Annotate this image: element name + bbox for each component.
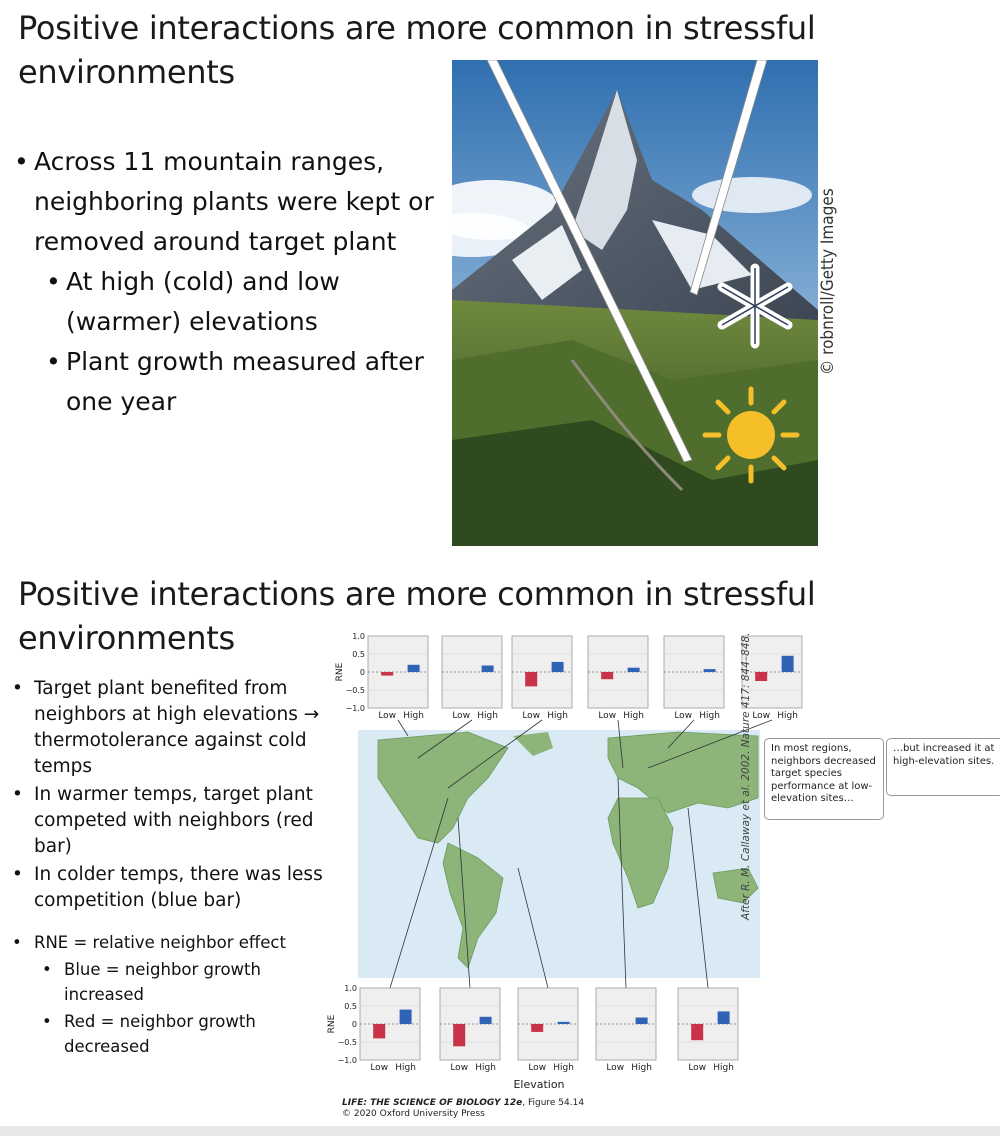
rne-panel	[664, 636, 724, 721]
y-axis-label: RNE	[327, 1014, 337, 1034]
bar-low	[373, 1024, 385, 1038]
callout-high-elevation: …but increased it at high-elevation sites.	[886, 738, 1000, 796]
tick-label-x: High	[403, 711, 424, 721]
slide-2-bullets	[10, 676, 330, 1061]
sun-icon	[705, 389, 797, 481]
tick-label-x: Low	[598, 711, 617, 721]
figure-caption	[342, 1098, 584, 1120]
rne-chart	[318, 628, 1000, 1108]
bar-high	[636, 1018, 648, 1024]
tick-label-y: 1.0	[352, 632, 365, 641]
slide-1-title: Positive interactions are more common in stressful environments	[18, 9, 816, 91]
caption-title: LIFE: THE SCIENCE OF BIOLOGY 12e	[342, 1098, 523, 1108]
tick-label-y: 0.5	[344, 1002, 357, 1011]
caption-figure: , Figure 54.14	[522, 1098, 585, 1108]
tick-label-x: Low	[370, 1063, 389, 1073]
tick-label-x: Low	[674, 711, 693, 721]
bullet: • In colder temps, there was less competition (blue bar)	[12, 864, 323, 911]
tick-label-x: High	[553, 1063, 574, 1073]
rne-panel	[596, 988, 656, 1073]
tick-label-x: High	[699, 711, 720, 721]
tick-label-x: High	[623, 711, 644, 721]
x-axis-label: Elevation	[513, 1078, 565, 1091]
bullet: • In warmer temps, target plant competed with neighbors (red bar)	[12, 784, 314, 857]
bar-low	[453, 1024, 465, 1046]
rne-panel	[588, 636, 648, 721]
rne-panel	[335, 632, 428, 721]
rne-panel	[440, 988, 500, 1073]
tick-label-y: −1.0	[345, 704, 365, 713]
sub-bullet: • At high (cold) and low (warmer) elevations	[46, 267, 340, 336]
rne-panel	[518, 988, 578, 1073]
bullet: • Across 11 mountain ranges, neighboring plants were kept or removed around target plant	[14, 147, 434, 256]
mountain-photo	[452, 60, 818, 546]
bar-high	[628, 668, 640, 672]
tick-label-x: High	[713, 1063, 734, 1073]
tick-label-x: Low	[752, 711, 771, 721]
sub-bullet: • Blue = neighbor growth increased	[42, 960, 261, 1004]
tick-label-x: Low	[452, 711, 471, 721]
world-map	[358, 730, 760, 978]
bottom-bar	[0, 1126, 1000, 1136]
tick-label-y: −0.5	[345, 686, 365, 695]
bar-high	[480, 1017, 492, 1024]
rne-panel	[442, 636, 502, 721]
matterhorn-illustration	[452, 60, 818, 546]
sub-bullet: • Plant growth measured after one year	[46, 347, 424, 416]
callout-low-elevation: In most regions, neighbors decreased target species performance at low-elevation sites…	[764, 738, 884, 820]
rne-panel	[327, 984, 420, 1073]
tick-label-x: High	[395, 1063, 416, 1073]
bar-low	[531, 1024, 543, 1032]
bar-low	[691, 1024, 703, 1040]
tick-label-x: High	[777, 711, 798, 721]
figure-source: After R. M. Callaway et al. 2002. Nature 417: 844–848.	[740, 632, 752, 920]
tick-label-x: Low	[528, 1063, 547, 1073]
tick-label-x: Low	[378, 711, 397, 721]
bullet: • RNE = relative neighbor effect	[12, 933, 286, 952]
tick-label-y: 1.0	[344, 984, 357, 993]
y-axis-label: RNE	[335, 662, 345, 682]
tick-label-x: Low	[522, 711, 541, 721]
bar-low	[381, 672, 393, 676]
caption-copyright: © 2020 Oxford University Press	[342, 1109, 485, 1119]
tick-label-y: 0	[359, 668, 365, 677]
tick-label-x: High	[631, 1063, 652, 1073]
slide-1	[0, 0, 1000, 555]
bar-high	[718, 1011, 730, 1024]
tick-label-x: High	[477, 711, 498, 721]
bullet: • Target plant benefited from neighbors at high elevations → thermotolerance against cold temps	[12, 678, 320, 777]
rne-panel	[512, 636, 572, 721]
bar-low	[755, 672, 767, 681]
rne-panel	[678, 988, 738, 1073]
bar-high	[408, 665, 420, 672]
slide-1-bullets	[14, 142, 434, 422]
tick-label-y: −0.5	[337, 1038, 357, 1047]
bar-low	[601, 672, 613, 679]
tick-label-x: High	[547, 711, 568, 721]
sub-bullet: • Red = neighbor growth decreased	[42, 1012, 256, 1056]
bar-high	[704, 669, 716, 672]
tick-label-x: High	[475, 1063, 496, 1073]
tick-label-x: Low	[606, 1063, 625, 1073]
rne-figure	[318, 628, 1000, 1119]
tick-label-y: 0.5	[352, 650, 365, 659]
tick-label-y: −1.0	[337, 1056, 357, 1065]
bar-low	[525, 672, 537, 686]
bar-high	[552, 662, 564, 672]
bar-high	[558, 1022, 570, 1024]
tick-label-x: Low	[450, 1063, 469, 1073]
tick-label-y: 0	[351, 1020, 357, 1029]
bar-high	[400, 1010, 412, 1024]
bar-high	[782, 656, 794, 672]
tick-label-x: Low	[688, 1063, 707, 1073]
slide-2	[0, 560, 1000, 1136]
slide-2-title: Positive interactions are more common in stressful environments	[18, 575, 816, 657]
photo-credit: © robnroll/Getty Images	[818, 188, 838, 375]
bar-high	[482, 666, 494, 672]
